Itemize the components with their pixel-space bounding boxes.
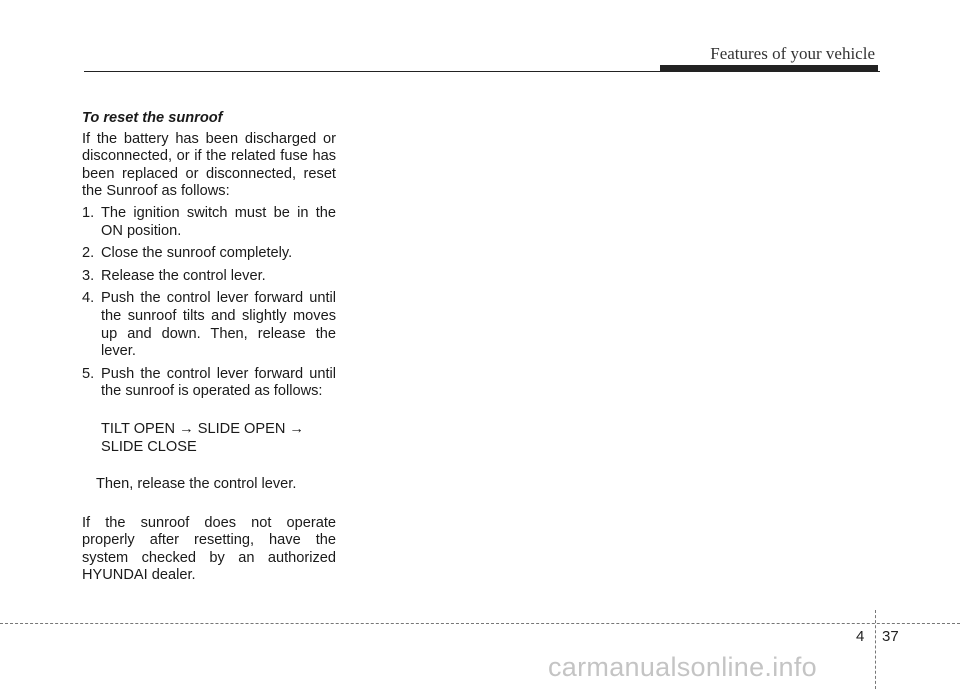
intro-paragraph: If the battery has been discharged or disconnected, or if the related fuse has been replaced or disconnected, reset the Sunroof as follows: <box>82 130 336 200</box>
step-text: Push the control lever forward until the sunroof is operated as follows: <box>101 365 336 400</box>
footer-rule <box>0 623 960 624</box>
section-header-title: Features of your vehicle <box>710 44 875 63</box>
step-number: 2. <box>82 245 95 262</box>
list-item <box>82 205 336 240</box>
manual-content <box>82 110 336 585</box>
list-item <box>82 366 336 401</box>
list-item <box>82 290 336 360</box>
step-number: 1. <box>82 204 95 221</box>
step-text: Push the control lever forward until the sunroof tilts and slightly moves up and down. Then, release the lever. <box>101 290 336 360</box>
footer-divider <box>875 610 876 689</box>
operation-sequence <box>101 421 336 456</box>
step-text: Release the control lever. <box>101 267 266 284</box>
section-title: To reset the sunroof <box>82 110 223 126</box>
step-number: 3. <box>82 267 95 284</box>
page-number: 37 <box>882 628 899 645</box>
steps-list <box>82 205 336 401</box>
sequence-line: SLIDE CLOSE <box>101 438 197 455</box>
watermark: carmanualsonline.info <box>548 652 817 682</box>
step-number: 5. <box>82 365 95 382</box>
list-item <box>82 268 336 286</box>
outro-paragraph: If the sunroof does not operate properly after resetting, have the system checked by an authorized HYUNDAI dealer. <box>82 514 336 584</box>
chapter-number: 4 <box>856 628 865 645</box>
step-text: The ignition switch must be in the ON position. <box>101 204 336 239</box>
list-item <box>82 245 336 263</box>
header-rule <box>84 71 880 72</box>
release-instruction: Then, release the control lever. <box>96 476 297 493</box>
step-text: Close the sunroof completely. <box>101 245 293 262</box>
step-number: 4. <box>82 290 95 307</box>
sequence-line: TILT OPEN → SLIDE OPEN → <box>101 420 305 437</box>
